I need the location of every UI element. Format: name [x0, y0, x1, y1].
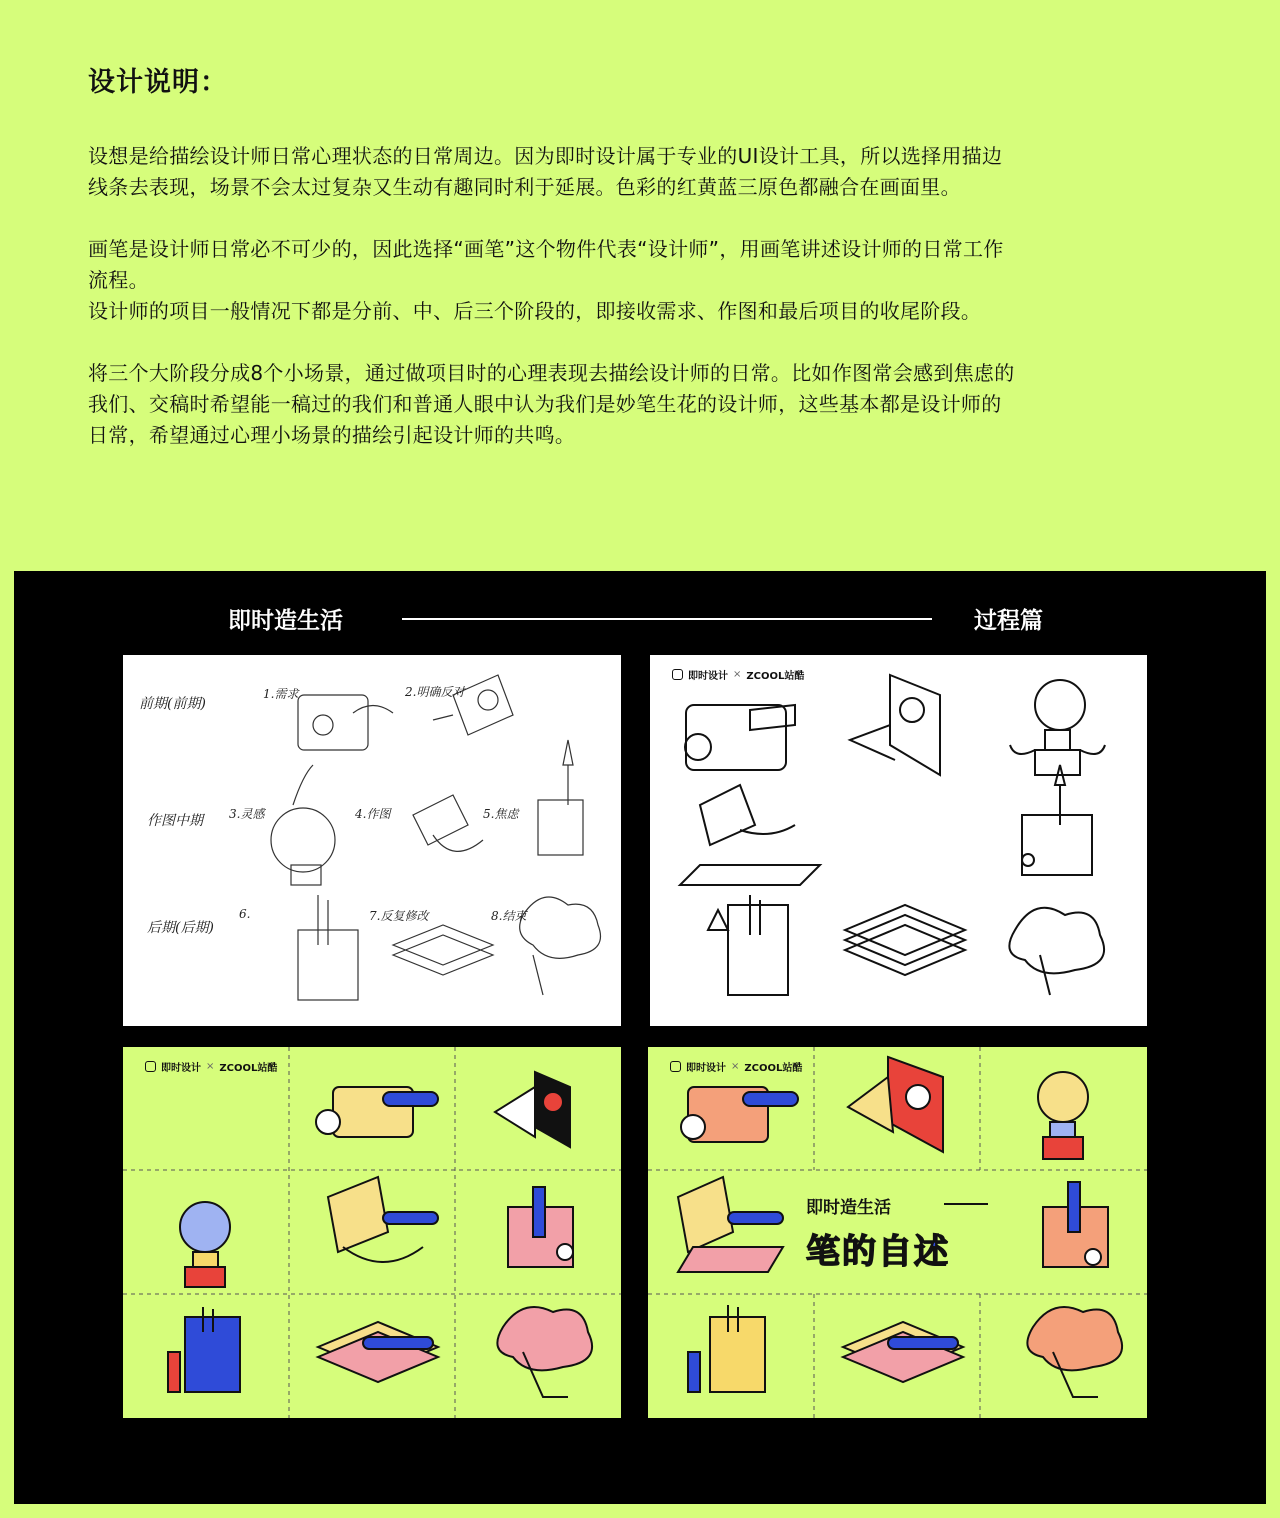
brand-name: 即时设计	[688, 671, 728, 682]
hero-headline: 笔的自述	[806, 1232, 950, 1272]
brand-name: 即时设计	[161, 1063, 201, 1074]
lineart-card	[650, 655, 1147, 1026]
sketch-cell-label: 3.灵感	[229, 807, 265, 821]
paragraph-line: 线条去表现，场景不会太过复杂又生动有趣同时利于延展。色彩的红黄蓝三原色都融合在画面里。	[88, 175, 961, 199]
section-heading: 设计说明：	[88, 67, 228, 98]
color-grid-card	[123, 1047, 621, 1418]
sketch-cell-label: 8.结束	[491, 909, 527, 923]
sketch-cell-label: 5.焦虑	[483, 807, 519, 821]
sketch-cell-label: 1.需求	[263, 687, 299, 701]
paragraph-3	[88, 358, 1198, 451]
lineart-illustration	[650, 655, 1147, 1026]
sketch-cell-label: 6.	[239, 907, 251, 921]
brand-separator: ×	[733, 669, 742, 680]
hero-title: 即时造生活	[806, 1198, 891, 1218]
sketch-cell-label: 4.作图	[355, 807, 391, 821]
brand-separator: ×	[731, 1061, 740, 1072]
brand-partner: ZCOOL站酷	[219, 1063, 278, 1074]
brand-separator: ×	[206, 1061, 215, 1072]
brand-partner: ZCOOL站酷	[746, 671, 805, 682]
paragraph-line: 日常，希望通过心理小场景的描绘引起设计师的共鸣。	[88, 423, 576, 447]
paragraph-line: 设想是给描绘设计师日常心理状态的日常周边。因为即时设计属于专业的UI设计工具，所以选择用描边	[88, 144, 1003, 168]
sketch-cell-label: 7.反复修改	[369, 909, 429, 923]
sketch-card	[123, 655, 621, 1026]
paragraph-line: 设计师的项目一般情况下都是分前、中、后三个阶段的，即接收需求、作图和最后项目的收尾阶段。	[88, 299, 982, 323]
panel-title-left: 即时造生活	[228, 608, 343, 634]
design-description	[88, 60, 1198, 482]
sketch-row-label: 后期(后期)	[147, 920, 214, 936]
brand-partner: ZCOOL站酷	[744, 1063, 803, 1074]
color-grid-illustration	[123, 1047, 621, 1418]
brand-name: 即时设计	[686, 1063, 726, 1074]
hero-title-rule	[944, 1203, 988, 1205]
panel-header	[0, 600, 1280, 636]
paragraph-line: 我们、交稿时希望能一稿过的我们和普通人眼中认为我们是妙笔生花的设计师，这些基本都是设计师的	[88, 392, 1002, 416]
paragraph-1	[88, 141, 1198, 203]
header-divider	[402, 618, 932, 620]
panel-title-right: 过程篇	[974, 608, 1043, 634]
paragraph-2	[88, 234, 1198, 327]
paragraph-line: 流程。	[88, 268, 149, 292]
sketch-cell-label: 2.明确反对	[405, 685, 465, 699]
sketch-row-label: 前期(前期)	[139, 696, 206, 712]
paragraph-line: 将三个大阶段分成8个小场景，通过做项目时的心理表现去描绘设计师的日常。比如作图常会感到焦虑的	[88, 361, 1015, 385]
sketch-row-label: 作图中期	[147, 813, 203, 829]
paragraph-line: 画笔是设计师日常必不可少的，因此选择“画笔”这个物件代表“设计师”，用画笔讲述设计师的日常工作	[88, 237, 1004, 261]
